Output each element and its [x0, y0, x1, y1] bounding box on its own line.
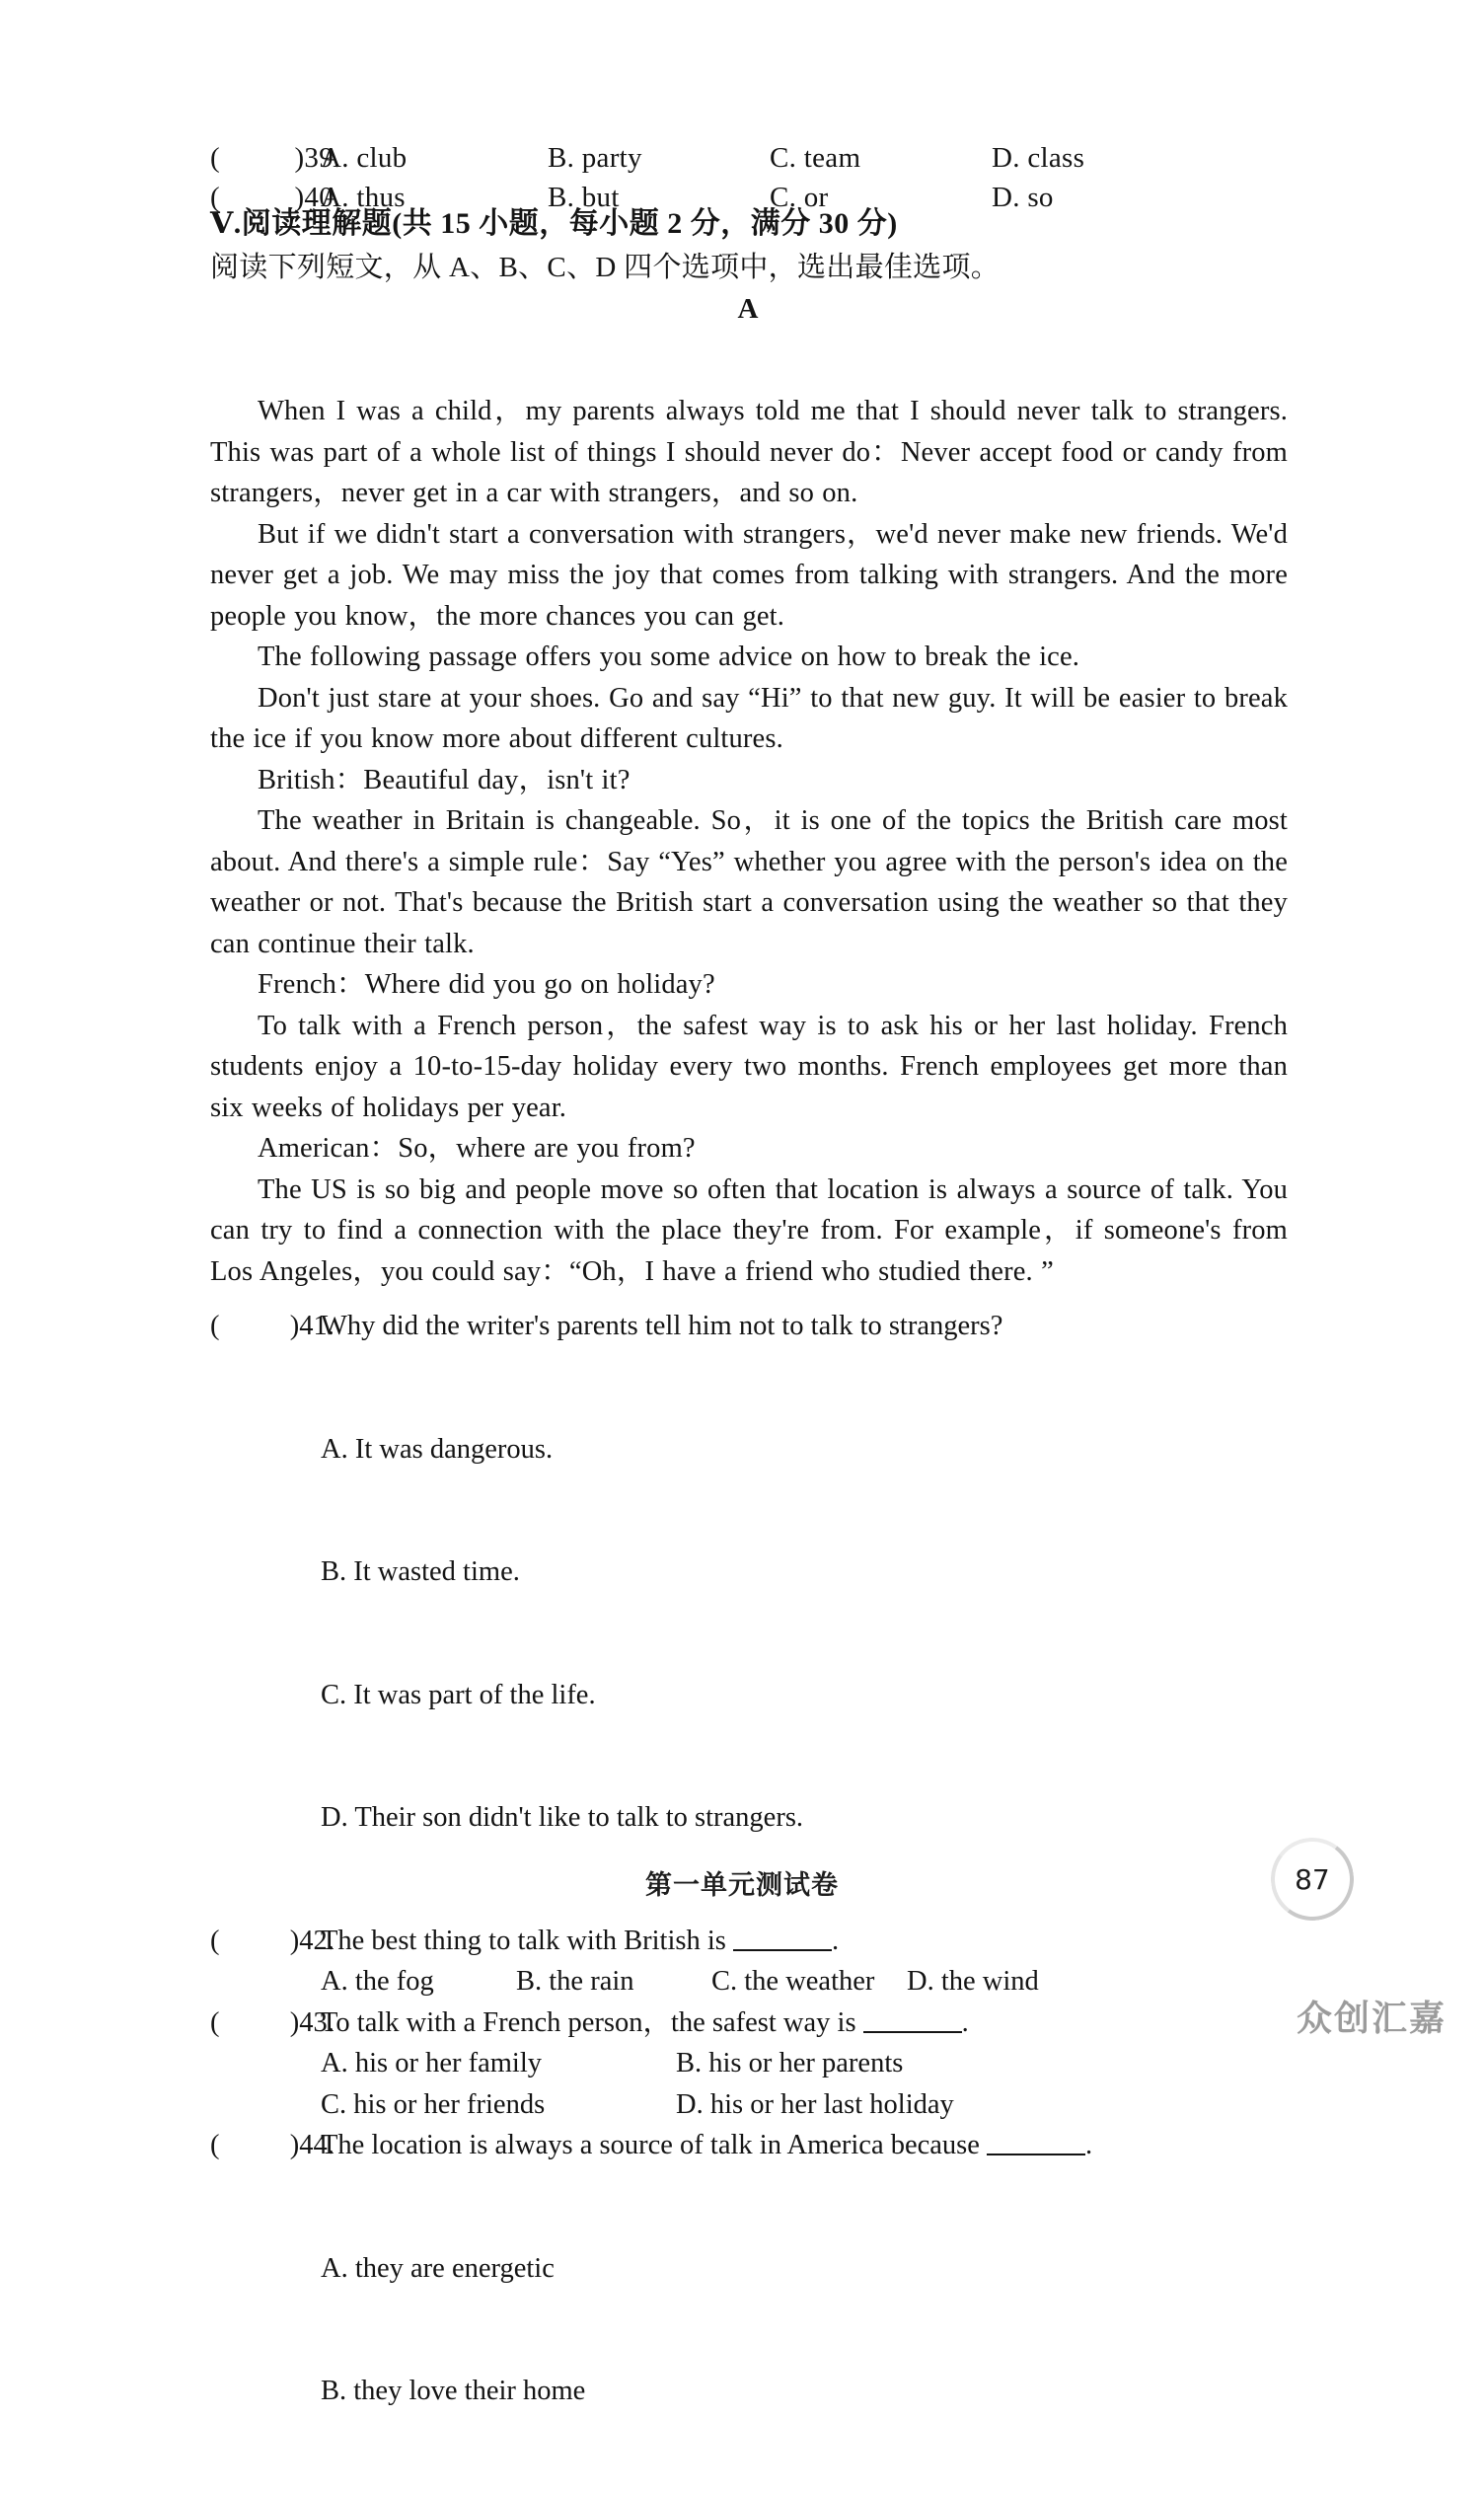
question-42-period: . [831, 1925, 840, 1956]
cloze-39-option-a[interactable]: A. club [321, 142, 408, 174]
question-42-stem: The best thing to talk with British is [321, 1925, 733, 1956]
question-43-stem: To talk with a French person，the safest way is [321, 2006, 863, 2038]
passage-paragraph: The following passage offers you some advice on how to break the ice. [258, 642, 1080, 672]
passage-paragraph: Don't just stare at your shoes. Go and say “Hi” to that new guy. It will be easier to break the ice if you know more about different cultures. [210, 682, 1288, 754]
answer-paren-40[interactable]: ( )40. [210, 182, 341, 213]
question-43-text [321, 2003, 1286, 2044]
question-43-period: . [961, 2006, 969, 2038]
question-41-option-b[interactable]: B. It wasted time. [321, 1556, 520, 1587]
passage-paragraph: French：Where did you go on holiday? [258, 969, 715, 1000]
answer-paren-43[interactable]: ( )43. [210, 2006, 334, 2038]
answer-blank-44[interactable] [987, 2154, 1085, 2155]
section-instruction: 阅读下列短文，从 A、B、C、D 四个选项中，选出最佳选项。 [210, 252, 1001, 283]
question-43-option-a[interactable]: A. his or her family [321, 2048, 542, 2078]
question-42-text [321, 1921, 1286, 1962]
question-44-option-b[interactable]: B. they love their home [321, 2376, 586, 2406]
question-42-option-d[interactable]: D. the wind [907, 1966, 1039, 1997]
question-44-period: . [1085, 2130, 1093, 2160]
section-heading-block [210, 202, 1286, 329]
question-44-stem: The location is always a source of talk in America because [321, 2130, 988, 2160]
passage-label-a: A [737, 293, 759, 325]
question-41-text: Why did the writer's parents tell him not to talk to strangers? [321, 1311, 1003, 1341]
question-41-options [210, 1347, 1286, 1921]
reading-passage [210, 391, 1288, 1292]
section-heading: Ⅴ.阅读理解题(共 15 小题，每小题 2 分，满分 30 分) [210, 207, 898, 240]
question-44-text [321, 2125, 1286, 2166]
question-42-option-c[interactable]: C. the weather [711, 1966, 875, 1997]
passage-paragraph: When I was a child，my parents always told me that I should never talk to strangers. This was part of a whole list of things I should never do：Never accept food or candy from strangers，never get in a car with strangers，and so on. [210, 396, 1288, 508]
cloze-39-option-d[interactable]: D. class [992, 142, 1085, 174]
passage-paragraph: American：So，where are you from? [258, 1133, 696, 1164]
question-43 [210, 2003, 1286, 2044]
question-44-option-a[interactable]: A. they are energetic [321, 2252, 555, 2284]
cloze-40-option-b[interactable]: B. but [548, 182, 620, 213]
answer-blank-43[interactable] [863, 2031, 962, 2033]
cloze-39-option-b[interactable]: B. party [548, 142, 642, 174]
question-42-option-a[interactable]: A. the fog [321, 1966, 434, 1997]
question-43-option-c[interactable]: C. his or her friends [321, 2088, 546, 2120]
passage-paragraph: British：Beautiful day，isn't it? [258, 764, 631, 795]
question-41-option-c[interactable]: C. It was part of the life. [321, 1679, 596, 1710]
question-43-option-b[interactable]: B. his or her parents [676, 2048, 904, 2078]
cloze-40-option-c[interactable]: C. or [770, 182, 829, 213]
page-number: 87 [1295, 1862, 1330, 1896]
passage-paragraph: To talk with a French person，the safest way is to ask his or her last holiday. French students enjoy a 10-to-15-day holiday every two months. French employees get more than six weeks of holidays per year. [210, 1010, 1288, 1123]
cloze-row-39 [210, 138, 1286, 178]
footer-title: 第一单元测试卷 [645, 1870, 839, 1901]
passage-paragraph: The weather in Britain is changeable. So，it is one of the topics the British care most about. And there's a simple rule：Say “Yes” whether you agree with the person's idea on the weather or not. That's because the British start a conversation using the weather so that they can continue their talk. [210, 805, 1288, 959]
cloze-40-option-d[interactable]: D. so [992, 182, 1054, 213]
watermark-logo: 众创汇嘉 [1296, 1999, 1447, 2039]
question-42-option-b[interactable]: B. the rain [516, 1966, 634, 1997]
answer-blank-42[interactable] [733, 1949, 832, 1951]
question-43-options-row2 [210, 2084, 1286, 2126]
answer-paren-41[interactable]: ( )41. [210, 1311, 334, 1341]
question-44 [210, 2125, 1286, 2166]
answer-paren-42[interactable]: ( )42. [210, 1925, 334, 1956]
answer-paren-44[interactable]: ( )44. [210, 2130, 334, 2160]
question-41-option-d[interactable]: D. Their son didn't like to talk to strangers. [321, 1802, 804, 1833]
answer-paren-39[interactable]: ( )39. [210, 142, 341, 174]
question-44-options [210, 2166, 1286, 2494]
question-41 [210, 1306, 1286, 1347]
cloze-40-option-a[interactable]: A. thus [321, 182, 406, 213]
question-41-option-a[interactable]: A. It was dangerous. [321, 1433, 554, 1465]
cloze-39-option-c[interactable]: C. team [770, 142, 861, 174]
question-42-options [210, 1961, 1286, 2003]
question-42 [210, 1921, 1286, 1962]
question-43-options-row1 [210, 2043, 1286, 2084]
question-43-option-d[interactable]: D. his or her last holiday [676, 2088, 954, 2120]
passage-paragraph: But if we didn't start a conversation with strangers，we'd never make new friends. We'd never get a job. We may miss the joy that comes from talking with strangers. And the more people you know，the more chances you can get. [210, 518, 1288, 632]
passage-paragraph: The US is so big and people move so often that location is always a source of talk. You can try to find a connection with the place they're from. For example，if someone's from Los Angeles，you could say：“Oh，I have a friend who studied there. ” [210, 1173, 1288, 1287]
